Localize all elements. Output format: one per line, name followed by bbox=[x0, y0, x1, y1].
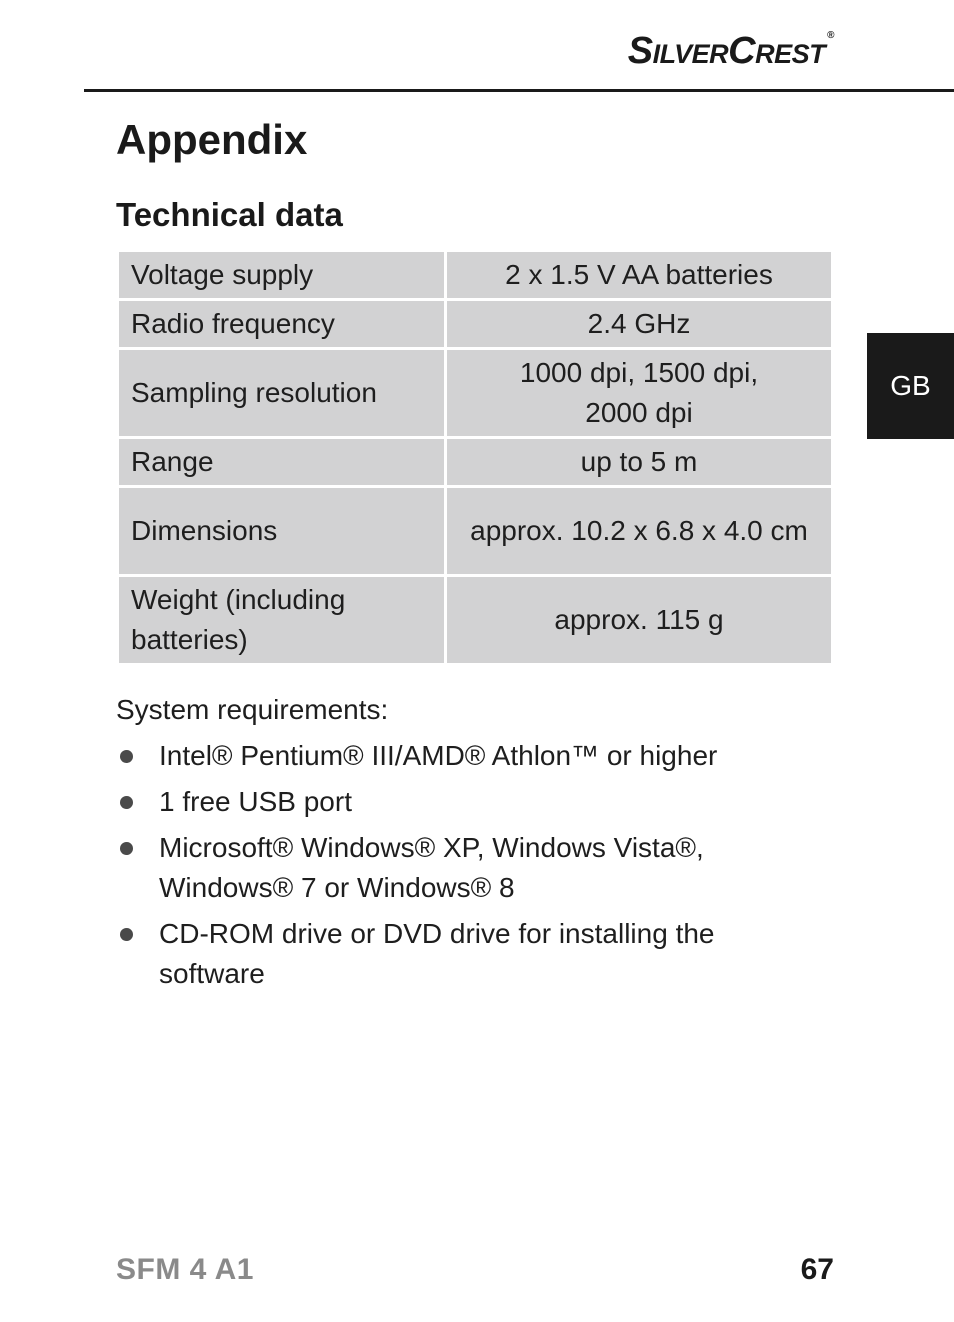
bullet-icon bbox=[120, 842, 133, 855]
spec-label: Voltage supply bbox=[119, 252, 444, 298]
language-tab: GB bbox=[867, 333, 954, 439]
spec-label: Weight (including batteries) bbox=[119, 577, 444, 663]
model-number: SFM 4 A1 bbox=[116, 1253, 254, 1286]
table-row bbox=[119, 252, 831, 298]
spec-label: Sampling resolution bbox=[119, 350, 444, 436]
list-item: Microsoft® Windows® XP, Windows Vista®, Windows® 7 or Windows® 8 bbox=[116, 828, 816, 908]
technical-data-table bbox=[116, 249, 834, 666]
list-item: CD-ROM drive or DVD drive for installing the software bbox=[116, 914, 816, 994]
requirements-heading: System requirements: bbox=[116, 694, 389, 725]
spec-value: 2.4 GHz bbox=[447, 301, 831, 347]
list-item: Intel® Pentium® III/AMD® Athlon™ or higher bbox=[116, 736, 816, 776]
table-row bbox=[119, 301, 831, 347]
system-requirements bbox=[116, 690, 816, 1000]
header-rule bbox=[84, 89, 954, 92]
spec-value: up to 5 m bbox=[447, 439, 831, 485]
list-item: 1 free USB port bbox=[116, 782, 816, 822]
section-title: Technical data bbox=[116, 196, 343, 233]
table-row bbox=[119, 488, 831, 574]
spec-value: 2 x 1.5 V AA batteries bbox=[447, 252, 831, 298]
page-title: Appendix bbox=[116, 116, 308, 163]
table-row bbox=[119, 350, 831, 436]
spec-label: Dimensions bbox=[119, 488, 444, 574]
requirements-list bbox=[116, 736, 816, 994]
bullet-icon bbox=[120, 928, 133, 941]
brand-logo: SilverCrest ® bbox=[627, 30, 834, 72]
bullet-icon bbox=[120, 796, 133, 809]
spec-label: Range bbox=[119, 439, 444, 485]
table-row bbox=[119, 439, 831, 485]
spec-value: approx. 10.2 x 6.8 x 4.0 cm bbox=[447, 488, 831, 574]
page-number: 67 bbox=[800, 1253, 834, 1286]
table-row bbox=[119, 577, 831, 663]
spec-value: 1000 dpi, 1500 dpi, 2000 dpi bbox=[447, 350, 831, 436]
spec-value: approx. 115 g bbox=[447, 577, 831, 663]
spec-label: Radio frequency bbox=[119, 301, 444, 347]
bullet-icon bbox=[120, 750, 133, 763]
